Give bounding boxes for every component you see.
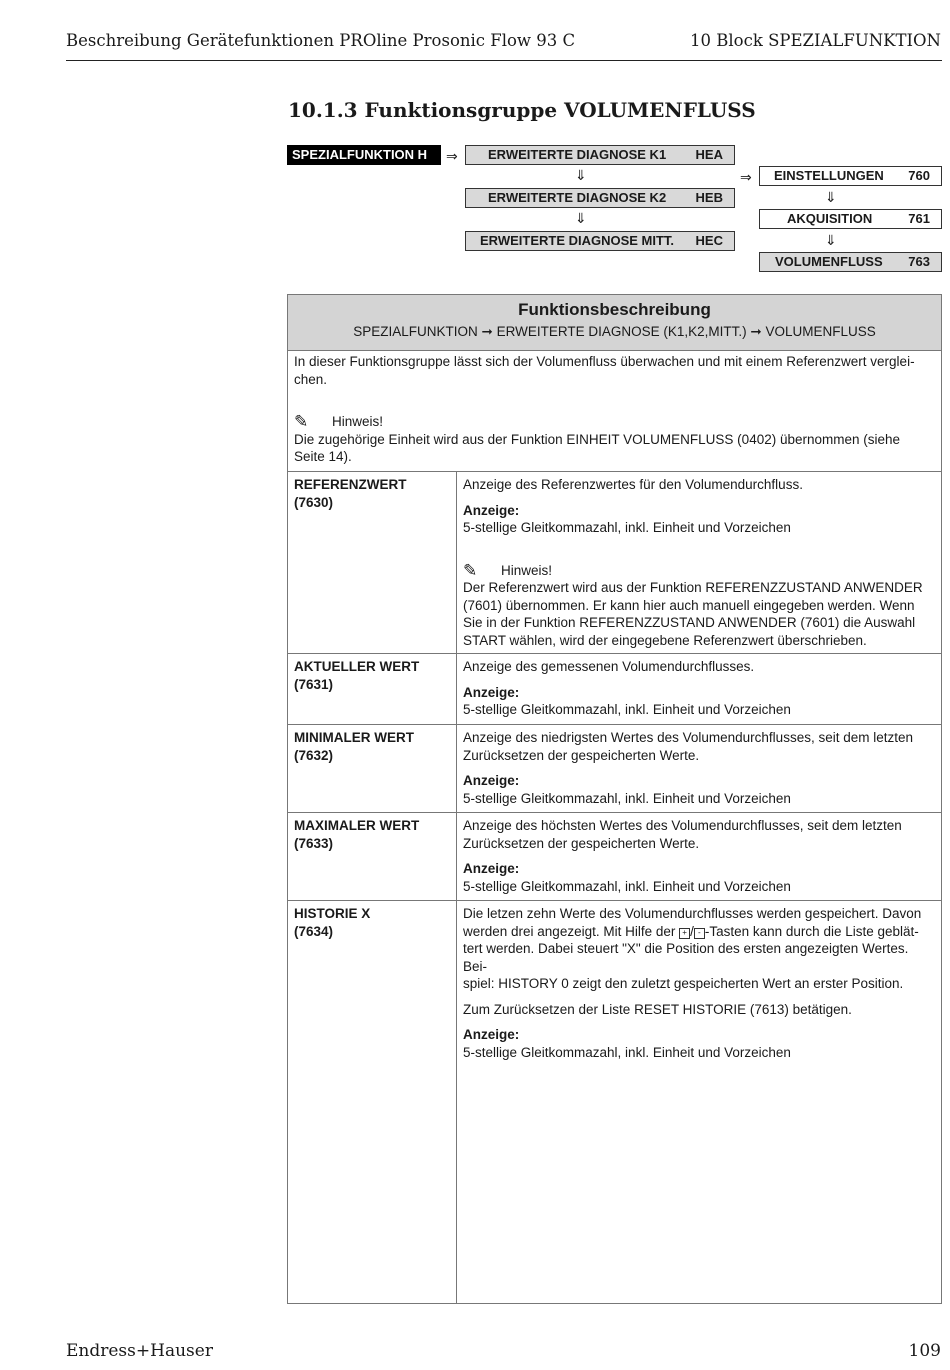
- table-row-label: [294, 905, 444, 940]
- nav-subgroup-code: 763: [908, 254, 930, 269]
- hint-text: START wählen, wird der eingegebene Referenzwert überschrieben.: [463, 632, 867, 648]
- path-segment: ERWEITERTE DIAGNOSE (K1,K2,MITT.): [496, 324, 747, 339]
- display-label: Anzeige:: [463, 773, 520, 788]
- table-row-label: [294, 658, 444, 693]
- pencil-note-icon: ✎: [294, 412, 309, 432]
- nav-group-label: ERWEITERTE DIAGNOSE MITT.: [480, 233, 675, 248]
- reset-instruction: Zum Zurücksetzen der Liste RESET HISTORIE (7613) betätigen.: [463, 1001, 852, 1017]
- table-row-label: [294, 817, 444, 852]
- nav-subgroup-code: 760: [908, 168, 930, 183]
- function-code: (7632): [294, 747, 334, 763]
- nav-subgroup-label: AKQUISITION: [787, 211, 873, 226]
- down-arrow-icon: ⇓: [575, 211, 587, 227]
- function-description-table: [287, 294, 942, 1304]
- table-row-description: [463, 658, 935, 719]
- function-name: AKTUELLER WERT: [294, 659, 420, 674]
- function-name: MAXIMALER WERT: [294, 818, 420, 833]
- nav-group-label: ERWEITERTE DIAGNOSE K1: [488, 147, 667, 162]
- down-arrow-icon: ⇓: [575, 168, 587, 184]
- display-label: Anzeige:: [463, 684, 520, 700]
- page-header-chapter: 10 Block SPEZIALFUNKTION: [690, 31, 941, 50]
- function-name: MINIMALER WERT: [294, 730, 414, 745]
- display-value: 5-stellige Gleitkommazahl, inkl. Einheit und Vorzeichen: [463, 790, 791, 806]
- right-arrow-icon: ⇒: [740, 170, 752, 186]
- function-code: (7631): [294, 676, 334, 692]
- table-row-description: [463, 905, 935, 1061]
- down-arrow-icon: ⇓: [825, 233, 837, 249]
- page-number: 109: [908, 1341, 941, 1361]
- display-label: Anzeige:: [463, 861, 520, 876]
- display-label: Anzeige:: [463, 1027, 520, 1042]
- description-line: [463, 923, 935, 941]
- nav-subgroup-volumenfluss: [759, 252, 942, 272]
- hint-text: Sie in der Funktion REFERENZZUSTAND ANWENDER (7601) die Auswahl: [463, 615, 916, 630]
- hint-heading: [294, 413, 931, 431]
- table-row-label: [294, 729, 444, 764]
- intro-text: [294, 353, 931, 466]
- display-label: Anzeige:: [463, 502, 520, 518]
- path-arrow-icon: ➞: [481, 324, 493, 339]
- nav-subgroup-code: 761: [908, 211, 930, 226]
- footer-brand: Endress+Hauser: [66, 1341, 213, 1361]
- intro-line: In dieser Funktionsgruppe lässt sich der Volumenfluss überwachen und mit einem Referenzwert verglei-: [294, 354, 915, 369]
- description-line: Zurücksetzen der gespeicherten Werte.: [463, 835, 700, 851]
- hint-text: Die zugehörige Einheit wird aus der Funktion EINHEIT VOLUMENFLUSS (0402) übernommen (siehe: [294, 431, 901, 447]
- hint-text: Seite 14).: [294, 449, 352, 464]
- pencil-note-icon: ✎: [463, 560, 478, 580]
- nav-group-k1: [465, 145, 735, 165]
- hint-label: Hinweis!: [501, 562, 553, 578]
- display-value: 5-stellige Gleitkommazahl, inkl. Einheit und Vorzeichen: [463, 1044, 791, 1060]
- nav-group-k2: [465, 188, 735, 208]
- nav-root-box: [287, 145, 441, 165]
- minus-key-icon: -: [694, 928, 705, 939]
- function-code: (7630): [294, 494, 334, 510]
- intro-line: chen.: [294, 371, 328, 387]
- section-title: 10.1.3 Funktionsgruppe VOLUMENFLUSS: [288, 98, 756, 122]
- right-arrow-icon: ⇒: [446, 149, 458, 165]
- table-header: [288, 295, 941, 351]
- description-text: -Tasten kann durch die Liste geblät-: [704, 923, 919, 939]
- table-row-label: [294, 476, 444, 511]
- table-title: Funktionsbeschreibung: [518, 300, 711, 319]
- hint-text: Der Referenzwert wird aus der Funktion REFERENZZUSTAND ANWENDER: [463, 580, 923, 595]
- row-divider: [288, 900, 941, 901]
- function-name: HISTORIE X: [294, 906, 371, 921]
- key-separator: /: [690, 923, 694, 939]
- nav-subgroup-label: VOLUMENFLUSS: [775, 254, 883, 269]
- description-line: Anzeige des Referenzwertes für den Volumendurchfluss.: [463, 477, 803, 492]
- page-header-title: Beschreibung Gerätefunktionen PROline Prosonic Flow 93 C: [66, 31, 576, 50]
- description-line: spiel: HISTORY 0 zeigt den zuletzt gespeicherten Wert an erster Position.: [463, 976, 904, 991]
- description-line: Anzeige des gemessenen Volumendurchflusses.: [463, 659, 755, 674]
- path-segment: VOLUMENFLUSS: [765, 324, 876, 339]
- path-segment: SPEZIALFUNKTION: [353, 324, 478, 339]
- column-divider: [456, 472, 457, 1303]
- description-line: Zurücksetzen der gespeicherten Werte.: [463, 747, 700, 763]
- description-text: werden drei angezeigt. Mit Hilfe der: [463, 923, 680, 939]
- nav-subgroup-einstellungen: [759, 166, 942, 186]
- nav-group-code: HEC: [695, 233, 723, 248]
- hint-heading: [463, 562, 935, 580]
- row-divider: [288, 653, 941, 654]
- header-rule: [66, 60, 942, 61]
- row-divider: [288, 471, 941, 472]
- hint-text: (7601) übernommen. Er kann hier auch manuell eingegeben werden. Wenn: [463, 597, 915, 613]
- function-code: (7633): [294, 835, 334, 851]
- function-code: (7634): [294, 923, 334, 939]
- row-divider: [288, 724, 941, 725]
- nav-subgroup-akquisition: [759, 209, 942, 229]
- description-line: Anzeige des höchsten Wertes des Volumendurchflusses, seit dem letzten: [463, 818, 902, 833]
- nav-subgroup-label: EINSTELLUNGEN: [774, 168, 884, 183]
- nav-group-code: HEB: [695, 190, 723, 205]
- table-row-description: [463, 729, 935, 807]
- description-line: Anzeige des niedrigsten Wertes des Volumendurchflusses, seit dem letzten: [463, 730, 913, 745]
- nav-root-label: SPEZIALFUNKTION H: [292, 147, 428, 162]
- table-row-description: [463, 817, 935, 895]
- nav-group-label: ERWEITERTE DIAGNOSE K2: [488, 190, 667, 205]
- menu-path: [288, 324, 941, 340]
- display-value: 5-stellige Gleitkommazahl, inkl. Einheit und Vorzeichen: [463, 702, 791, 717]
- function-name: REFERENZWERT: [294, 477, 407, 492]
- display-value: 5-stellige Gleitkommazahl, inkl. Einheit und Vorzeichen: [463, 520, 791, 535]
- table-row-description: [463, 476, 935, 649]
- down-arrow-icon: ⇓: [825, 190, 837, 206]
- path-arrow-icon: ➞: [750, 324, 762, 339]
- row-divider: [288, 812, 941, 813]
- description-line: tert werden. Dabei steuert "X" die Position des ersten angezeigten Wertes. Bei-: [463, 941, 909, 974]
- plus-key-icon: +: [679, 928, 690, 939]
- hint-label: Hinweis!: [332, 414, 384, 429]
- description-line: Die letzen zehn Werte des Volumendurchflusses werden gespeichert. Davon: [463, 906, 922, 921]
- display-value: 5-stellige Gleitkommazahl, inkl. Einheit und Vorzeichen: [463, 878, 791, 894]
- nav-group-code: HEA: [695, 147, 723, 162]
- nav-group-mitt: [465, 231, 735, 251]
